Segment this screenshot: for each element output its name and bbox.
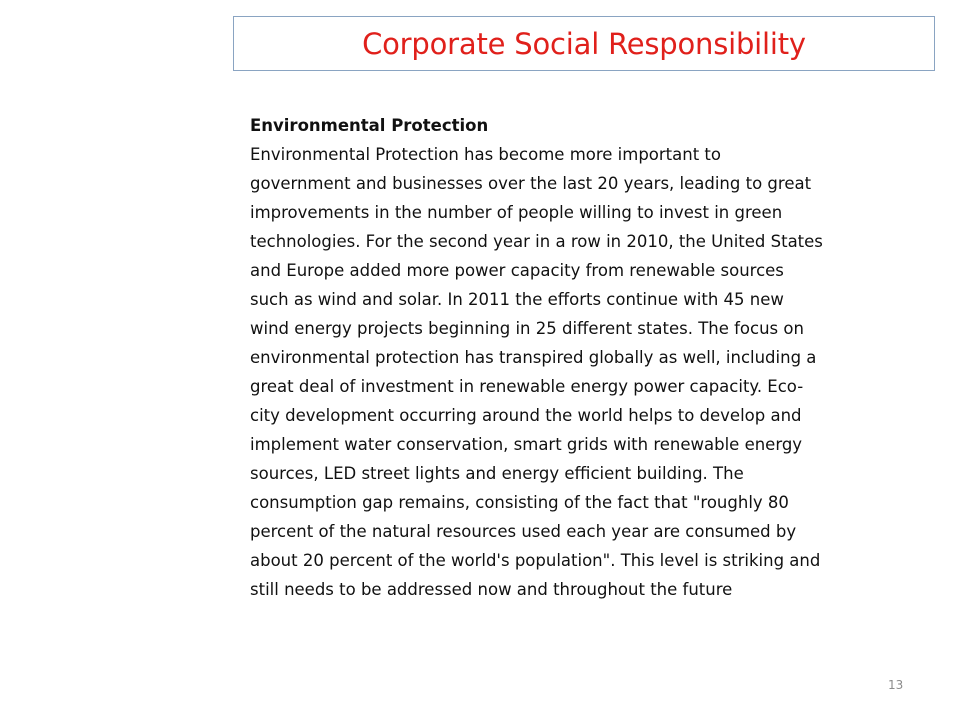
body-paragraph bbox=[250, 140, 922, 604]
page-number: 13 bbox=[888, 678, 904, 692]
body-line: technologies. For the second year in a row in 2010, the United States bbox=[250, 232, 823, 251]
body-line: city development occurring around the world helps to develop and bbox=[250, 406, 802, 425]
body-line: such as wind and solar. In 2011 the efforts continue with 45 new bbox=[250, 290, 784, 309]
body-line: sources, LED street lights and energy efficient building. The bbox=[250, 464, 744, 483]
content-area bbox=[250, 111, 922, 604]
body-line: Environmental Protection has become more important to bbox=[250, 145, 721, 164]
slide-title: Corporate Social Responsibility bbox=[362, 26, 806, 61]
body-line: still needs to be addressed now and throughout the future bbox=[250, 580, 733, 599]
body-line: and Europe added more power capacity from renewable sources bbox=[250, 261, 784, 280]
body-line: consumption gap remains, consisting of the fact that "roughly 80 bbox=[250, 493, 789, 512]
body-line: government and businesses over the last 20 years, leading to great bbox=[250, 174, 812, 193]
body-line: percent of the natural resources used each year are consumed by bbox=[250, 522, 797, 541]
body-line: implement water conservation, smart grids with renewable energy bbox=[250, 435, 803, 454]
body-line: about 20 percent of the world's population". This level is striking and bbox=[250, 551, 821, 570]
body-line: environmental protection has transpired globally as well, including a bbox=[250, 348, 817, 367]
title-box bbox=[233, 16, 935, 71]
body-line: improvements in the number of people willing to invest in green bbox=[250, 203, 783, 222]
section-heading: Environmental Protection bbox=[250, 116, 489, 135]
body-line: great deal of investment in renewable energy power capacity. Eco- bbox=[250, 377, 804, 396]
body-line: wind energy projects beginning in 25 different states. The focus on bbox=[250, 319, 804, 338]
